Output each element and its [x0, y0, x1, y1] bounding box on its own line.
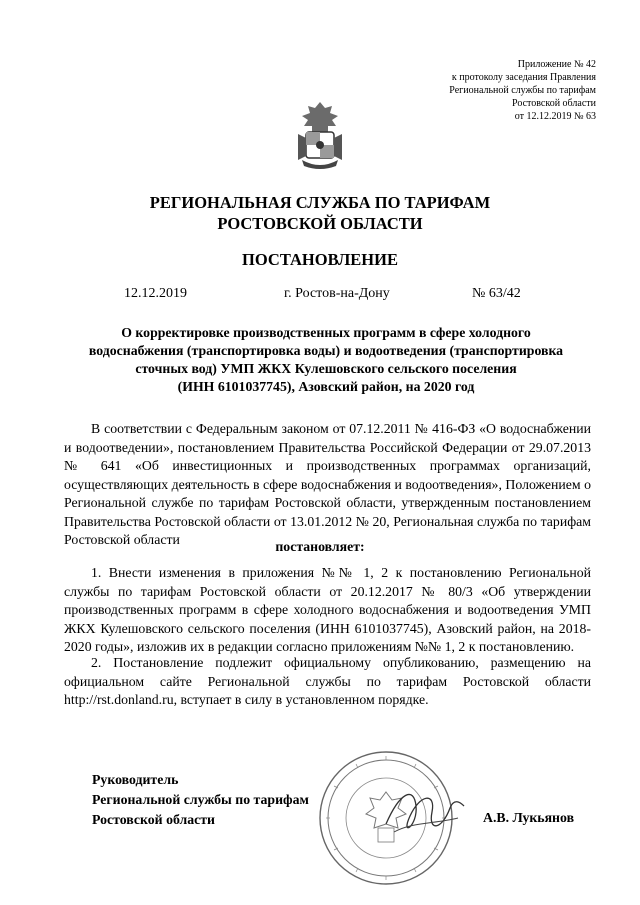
- subject-line: водоснабжения (транспортировка воды) и водоотведения (транспортировка: [88, 343, 564, 358]
- appendix-line: Ростовской области: [512, 98, 596, 109]
- authority-region: РОСТОВСКОЙ ОБЛАСТИ: [217, 214, 423, 233]
- coat-of-arms-icon: [292, 100, 348, 170]
- signatory-name: А.В. Лукьянов: [483, 810, 575, 825]
- appendix-line: Региональной службы по тарифам: [449, 85, 596, 96]
- appendix-note: [336, 58, 596, 123]
- signatory-position: [92, 770, 309, 830]
- signatory-line: Руководитель: [92, 772, 179, 787]
- appendix-line: к протоколу заседания Правления: [451, 72, 596, 83]
- appendix-line: Приложение № 42: [517, 59, 596, 70]
- preamble-paragraph: В соответствии с Федеральным законом от 07.12.2011 № 416-ФЗ «О водоснабжении и водоотведении», постановлением Правительства Российской Федерации от 29.07.2013 № 641 «Об инвестиционных и производственных программах организаций, осуществляющих деятельность в сфере водоснабжения и водоотведения», Положением о Региональной службе по тарифам Ростовской области, утвержденным постановлением Правительства Ростовской области от 13.01.2012 № 20, Региональная служба по тарифам Ростовской области: [64, 421, 591, 547]
- authority-title: РЕГИОНАЛЬНАЯ СЛУЖБА ПО ТАРИФАМ: [149, 193, 491, 212]
- subject-line: (ИНН 6101037745), Азовский район, на 2020 год: [177, 379, 475, 394]
- document-subject: [56, 324, 596, 396]
- document-city: г. Ростов-на-Дону: [284, 286, 390, 301]
- item-1-paragraph: 1. Внести изменения в приложения №№ 1, 2 к постановлению Региональной службы по тарифам Ростовской области от 20.12.2017 № 80/3 «Об утверждении производственных программ в сфере холодного водоснабжения и водоотведения УМП ЖКХ Кулешовского сельского поселения (ИНН 6101037745), Азовский район, на 2018-2020 годы», изложив их в редакции согласно приложениям №№ 1, 2 к постановлению.: [64, 565, 591, 654]
- document-number: № 63/42: [472, 286, 521, 301]
- appendix-line: от 12.12.2019 № 63: [514, 111, 596, 122]
- signature-mark: [380, 772, 470, 852]
- subject-line: О корректировке производственных программ в сфере холодного: [121, 325, 531, 340]
- signatory-line: Региональной службы по тарифам: [92, 792, 309, 807]
- subject-line: сточных вод) УМП ЖКХ Кулешовского сельского поселения: [135, 361, 517, 376]
- signatory-line: Ростовской области: [92, 812, 216, 827]
- document-date: 12.12.2019: [124, 286, 187, 301]
- item-2-paragraph: 2. Постановление подлежит официальному опубликованию, размещению на официальном сайте Региональной службы по тарифам Ростовской области http://rst.donland.ru, вступает в силу в установленном порядке.: [64, 655, 591, 707]
- document-type: ПОСТАНОВЛЕНИЕ: [242, 250, 398, 269]
- resolves-heading: постановляет:: [275, 539, 365, 554]
